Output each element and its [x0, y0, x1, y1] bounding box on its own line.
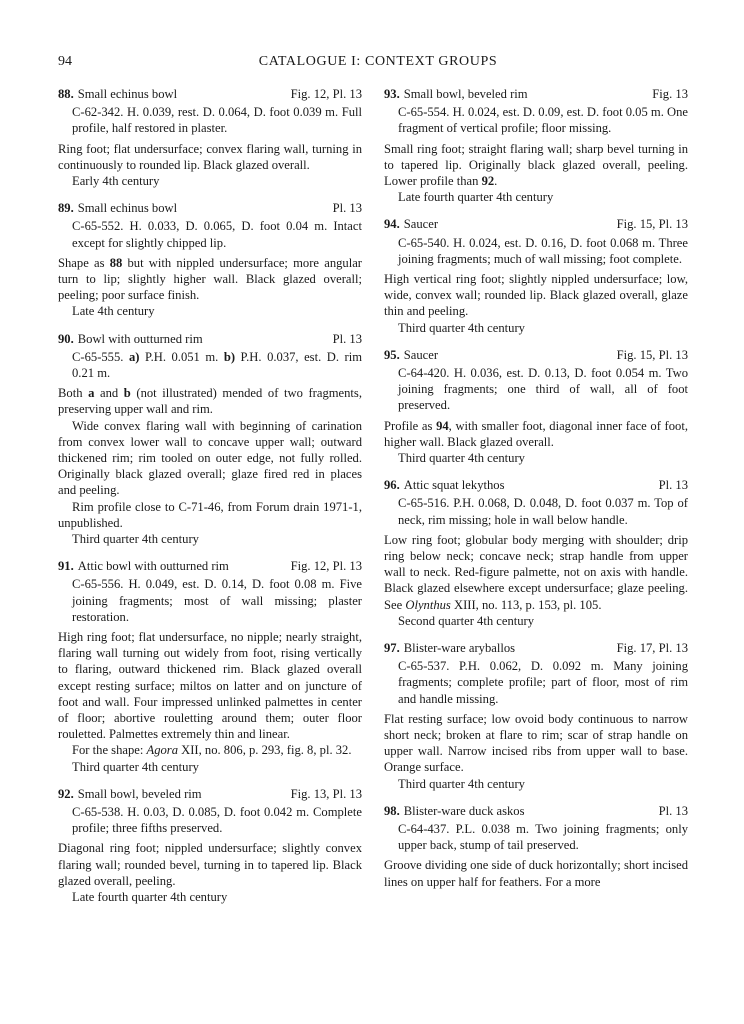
catalogue-entry-95 [384, 347, 688, 466]
cross-reference: 92 [481, 174, 495, 188]
figure-reference: Pl. 13 [658, 478, 688, 493]
entry-date: Late 4th century [72, 304, 155, 319]
entry-title: Attic squat lekythos [403, 478, 505, 493]
entry-date: Late fourth quarter 4th century [398, 190, 554, 205]
entry-number: 94. [384, 217, 400, 232]
catalogue-entry-89 [58, 200, 362, 319]
entry-number: 90. [58, 331, 74, 346]
figure-reference: Fig. 12, Pl. 13 [290, 559, 362, 574]
figure-reference: Fig. 15, Pl. 13 [616, 217, 688, 232]
entry-measurements: C-64-437. P.L. 0.038 m. Two joining fragments; only upper back, stump of tail preserved. [398, 822, 688, 853]
entry-description: Low ring foot; globular body merging with shoulder; drip ring below neck; concave neck; strap handle from upper wall to neck. Red-figure palmette, not on axis with handle. Black glazed elsewhere except undersurface; glaze peeling. See Olynthus XIII, no. 113, p. 153, pl. 105. [384, 532, 688, 612]
figure-reference: Fig. 13, Pl. 13 [290, 786, 362, 801]
entry-heading [58, 86, 362, 102]
figure-reference: Pl. 13 [332, 201, 362, 216]
entry-number: 93. [384, 87, 400, 101]
entry-measurements: C-65-556. H. 0.049, est. D. 0.14, D. foot 0.08 m. Five joining fragments; most of wall missing; plaster restoration. [72, 577, 362, 624]
entry-measurements: C-65-552. H. 0.033, D. 0.065, D. foot 0.04 m. Intact except for slightly chipped lip. [72, 219, 362, 250]
figure-reference: Fig. 12, Pl. 13 [290, 87, 362, 101]
cross-reference: 94 [436, 418, 449, 433]
entry-heading [384, 803, 688, 819]
figure-reference: Pl. 13 [658, 803, 688, 818]
right-column [384, 86, 688, 901]
entry-description: Groove dividing one side of duck horizontally; short incised lines on upper half for feathers. For a more [384, 858, 688, 889]
entry-number: 95. [384, 347, 400, 362]
entry-title: Saucer [403, 347, 439, 362]
entry-number: 97. [384, 641, 400, 656]
entry-measurements: C-65-537. P.H. 0.062, D. 0.092 m. Many joining fragments; complete profile; part of floor, most of rim and handle missing. [398, 659, 688, 706]
catalogue-entry-88 [58, 86, 362, 189]
figure-reference: Fig. 13 [652, 87, 688, 101]
entry-description: Small ring foot; straight flaring wall; sharp bevel turning in to tapered lip. Originally black glazed overall, peeling. Lower profile than 92. [384, 141, 688, 188]
catalogue-entry-91 [58, 558, 362, 775]
entry-measurements: C-65-516. P.H. 0.068, D. 0.048, D. foot 0.037 m. Top of neck, rim missing; hole in wall below handle. [398, 496, 688, 527]
entry-description: Profile as 94, with smaller foot, diagonal inner face of foot, higher wall. Black glazed overall. [384, 418, 688, 449]
entry-title: Blister-ware duck askos [403, 803, 525, 818]
entry-date: Second quarter 4th century [398, 613, 535, 628]
entry-heading [384, 86, 688, 102]
entry-heading [384, 477, 688, 493]
catalogue-entry-97 [384, 640, 688, 792]
catalogue-entry-98 [384, 803, 688, 890]
entry-measurements: C-65-554. H. 0.024, est. D. 0.09, est. D. foot 0.05 m. One fragment of vertical profile; floor missing. [398, 105, 688, 136]
entry-heading [384, 347, 688, 363]
left-column [58, 86, 362, 916]
entry-date: Third quarter 4th century [398, 776, 525, 791]
entry-measurements: C-62-342. H. 0.039, rest. D. 0.064, D. foot 0.039 m. Full profile, half restored in plaster. [72, 105, 362, 136]
entry-comparanda: Rim profile close to C-71-46, from Forum drain 1971-1, unpublished. [58, 499, 362, 530]
entry-description: Both a and b (not illustrated) mended of two fragments, preserving upper wall and rim. [58, 386, 362, 417]
page-number: 94 [58, 54, 72, 69]
entry-date: Early 4th century [72, 174, 160, 188]
entry-title: Small echinus bowl [77, 87, 178, 101]
entry-description: Diagonal ring foot; nippled undersurface; slightly convex flaring wall; rounded bevel, turning in to tapered lip. Black glazed overall, peeling. [58, 841, 362, 888]
entry-measurements: C-65-540. H. 0.024, est. D. 0.16, D. foot 0.068 m. Three joining fragments; much of wall missing; foot complete. [398, 235, 688, 266]
entry-number: 89. [58, 201, 74, 216]
entry-comparanda: For the shape: Agora XII, no. 806, p. 293, fig. 8, pl. 32. [72, 743, 352, 758]
entry-heading [384, 640, 688, 656]
catalogue-entry-90 [58, 331, 362, 548]
running-head: CATALOGUE I: CONTEXT GROUPS [258, 54, 498, 69]
entry-title: Saucer [403, 217, 439, 232]
entry-title: Small bowl, beveled rim [77, 786, 202, 801]
catalogue-entry-94 [384, 216, 688, 335]
entry-heading [58, 200, 362, 216]
entry-title: Small bowl, beveled rim [403, 87, 528, 101]
entry-date: Third quarter 4th century [398, 451, 525, 466]
entry-description: Ring foot; flat undersurface; convex flaring wall, turning in continuously to rounded lip. Black glazed overall. [58, 141, 362, 172]
figure-reference: Pl. 13 [332, 331, 362, 346]
entry-date: Third quarter 4th century [72, 759, 199, 774]
catalogue-entry-93 [384, 86, 688, 205]
entry-measurements: C-65-538. H. 0.03, D. 0.085, D. foot 0.042 m. Complete profile; three fifths preserved. [72, 805, 362, 836]
entry-title: Bowl with outturned rim [77, 331, 203, 346]
entry-number: 88. [58, 87, 74, 101]
entry-number: 98. [384, 803, 400, 818]
entry-heading [384, 216, 688, 232]
entry-heading [58, 558, 362, 574]
figure-reference: Fig. 15, Pl. 13 [616, 347, 688, 362]
entry-number: 96. [384, 478, 400, 493]
catalogue-entry-92 [58, 786, 362, 905]
entry-measurements: C-64-420. H. 0.036, est. D. 0.13, D. foot 0.054 m. Two joining fragments; one third of wall, all of foot preserved. [398, 366, 688, 413]
entry-heading [58, 786, 362, 802]
entry-description: Flat resting surface; low ovoid body continuous to narrow short neck; broken at flare to rim; scar of strap handle on upper wall. Narrow incised ribs from upper wall to base. Orange surface. [384, 711, 688, 775]
entry-number: 92. [58, 786, 74, 801]
entry-title: Blister-ware aryballos [403, 641, 516, 656]
entry-description: Wide convex flaring wall with beginning of carination from convex lower wall to concave upper wall; outward thickened rim; rim tooled on outer edge, not fully rolled. Originally black glazed overall; glaze fired red in places and peeling. [58, 418, 362, 498]
entry-number: 91. [58, 559, 74, 574]
entry-heading [58, 331, 362, 347]
page-header [58, 54, 698, 76]
entry-description: High vertical ring foot; slightly nippled undersurface; low, wide, convex wall; rounded lip. Black glazed overall, glaze thin and peeling. [384, 272, 688, 319]
entry-measurements: C-65-555. a) P.H. 0.051 m. b) P.H. 0.037, est. D. rim 0.21 m. [72, 349, 362, 380]
entry-title: Small echinus bowl [77, 201, 178, 216]
entry-date: Third quarter 4th century [398, 320, 525, 335]
catalogue-entry-96 [384, 477, 688, 629]
figure-reference: Fig. 17, Pl. 13 [616, 641, 688, 656]
entry-description: Shape as 88 but with nippled undersurface; more angular turn to lip; slightly higher wall. Black glazed overall; peeling; poor surface finish. [58, 255, 362, 303]
entry-date: Late fourth quarter 4th century [72, 890, 228, 905]
entry-date: Third quarter 4th century [72, 532, 199, 547]
entry-description: High ring foot; flat undersurface, no nipple; nearly straight, flaring wall turning out widely from foot, rising vertically to flaring, outward thickened rim. Black glazed overall except resting surface; miltos on latter and on juncture of foot and wall. Four impressed unlinked palmettes in center of floor; abortive rouletting around them; outer floor rouletted. Palmettes extremely thin and linear. [58, 630, 362, 742]
entry-title: Attic bowl with outturned rim [77, 559, 229, 574]
cross-reference: 88 [109, 255, 123, 270]
